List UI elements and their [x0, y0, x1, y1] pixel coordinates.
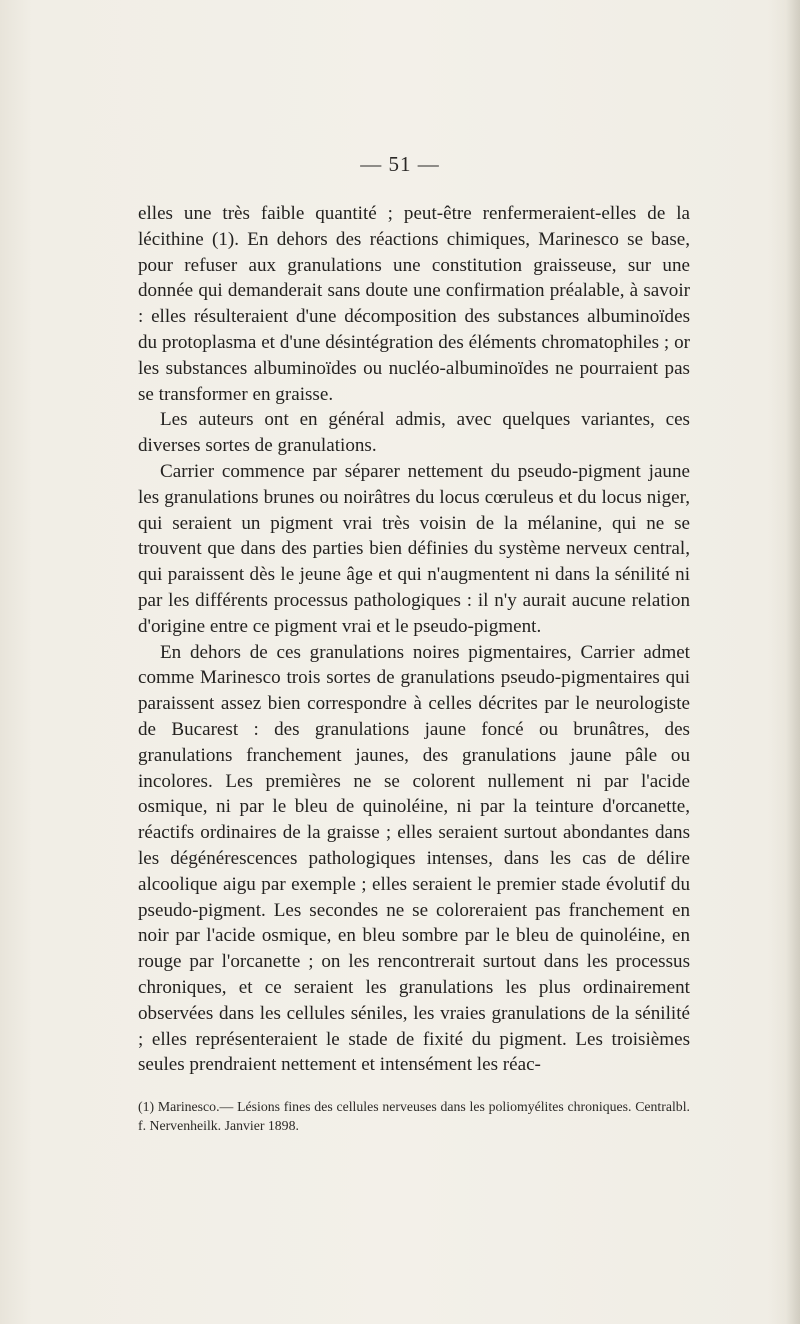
page-number: — 51 — [360, 152, 440, 176]
paragraph-3: Carrier commence par séparer nettement du pseudo-pigment jaune les granulations brunes ou noirâtres du locus cœruleus et du locus niger, qui seraient un pigment vrai très voisin de la mélanine, qui ne se trouvent que dans des parties bien définies du système nerveux central, qui paraissent dès le jeune âge et qui n'augmentent ni dans la sénilité ni par les différents processus pathologiques : il n'y aurait aucune relation d'origine entre ce pigment vrai et le pseudo-pigment. [138, 460, 690, 637]
page-edge-shadow [786, 0, 800, 1324]
paragraph-2: Les auteurs ont en général admis, avec quelques variantes, ces diverses sortes de granulations. [138, 409, 690, 457]
paragraph-4: En dehors de ces granulations noires pigmentaires, Carrier admet comme Marinesco trois sortes de granulations pseudo-pigmentaires qui paraissent assez bien correspondre à celles décrites par le neurologiste de Bucarest : des granulations jaune foncé ou brunâtres, des granulations franchement jaunes, des granulations jaune pâle ou incolores. Les premières ne se colorent nullement ni par l'acide osmique, ni par le bleu de quinoléine, ni par la teinture d'orcanette, réactifs ordinaires de la graisse ; elles seraient surtout abondantes dans les dégénérescences pathologiques intenses, dans les cas de délire alcoolique aigu par exemple ; elles seraient le premier stade évolutif du pseudo-pigment. Les secondes ne se coloreraient pas franchement en noir par l'acide osmique, en bleu sombre par le bleu de quinoléine, en rouge par l'orcanette ; on les rencontrerait surtout dans les processus chroniques, et ce seraient les granulations les plus ordinairement observées dans les cellules séniles, les vraies granulations de la sénilité ; elles représenteraient le stade de fixité du pigment. Les troisièmes seules prendraient nettement et intensément les réac- [138, 641, 690, 1076]
body-text [138, 201, 690, 1078]
footnote: (1) Marinesco.— Lésions fines des cellules nerveuses dans les poliomyélites chroniques. Centralbl. f. Nervenheilk. Janvier 1898. [138, 1099, 690, 1133]
paragraph-1: elles une très faible quantité ; peut-être renfermeraient-elles de la lécithine (1). En dehors des réactions chimiques, Marinesco se base, pour refuser aux granulations une constitution graisseuse, sur une donnée qui demanderait sans doute une confirmation préalable, à savoir : elles résulteraient d'une décomposition des substances albuminoïdes du protoplasma et d'une désintégration des éléments chromatophiles ; or les substances albuminoïdes ou nucléo-albuminoïdes ne pourraient pas se transformer en graisse. [138, 203, 690, 405]
